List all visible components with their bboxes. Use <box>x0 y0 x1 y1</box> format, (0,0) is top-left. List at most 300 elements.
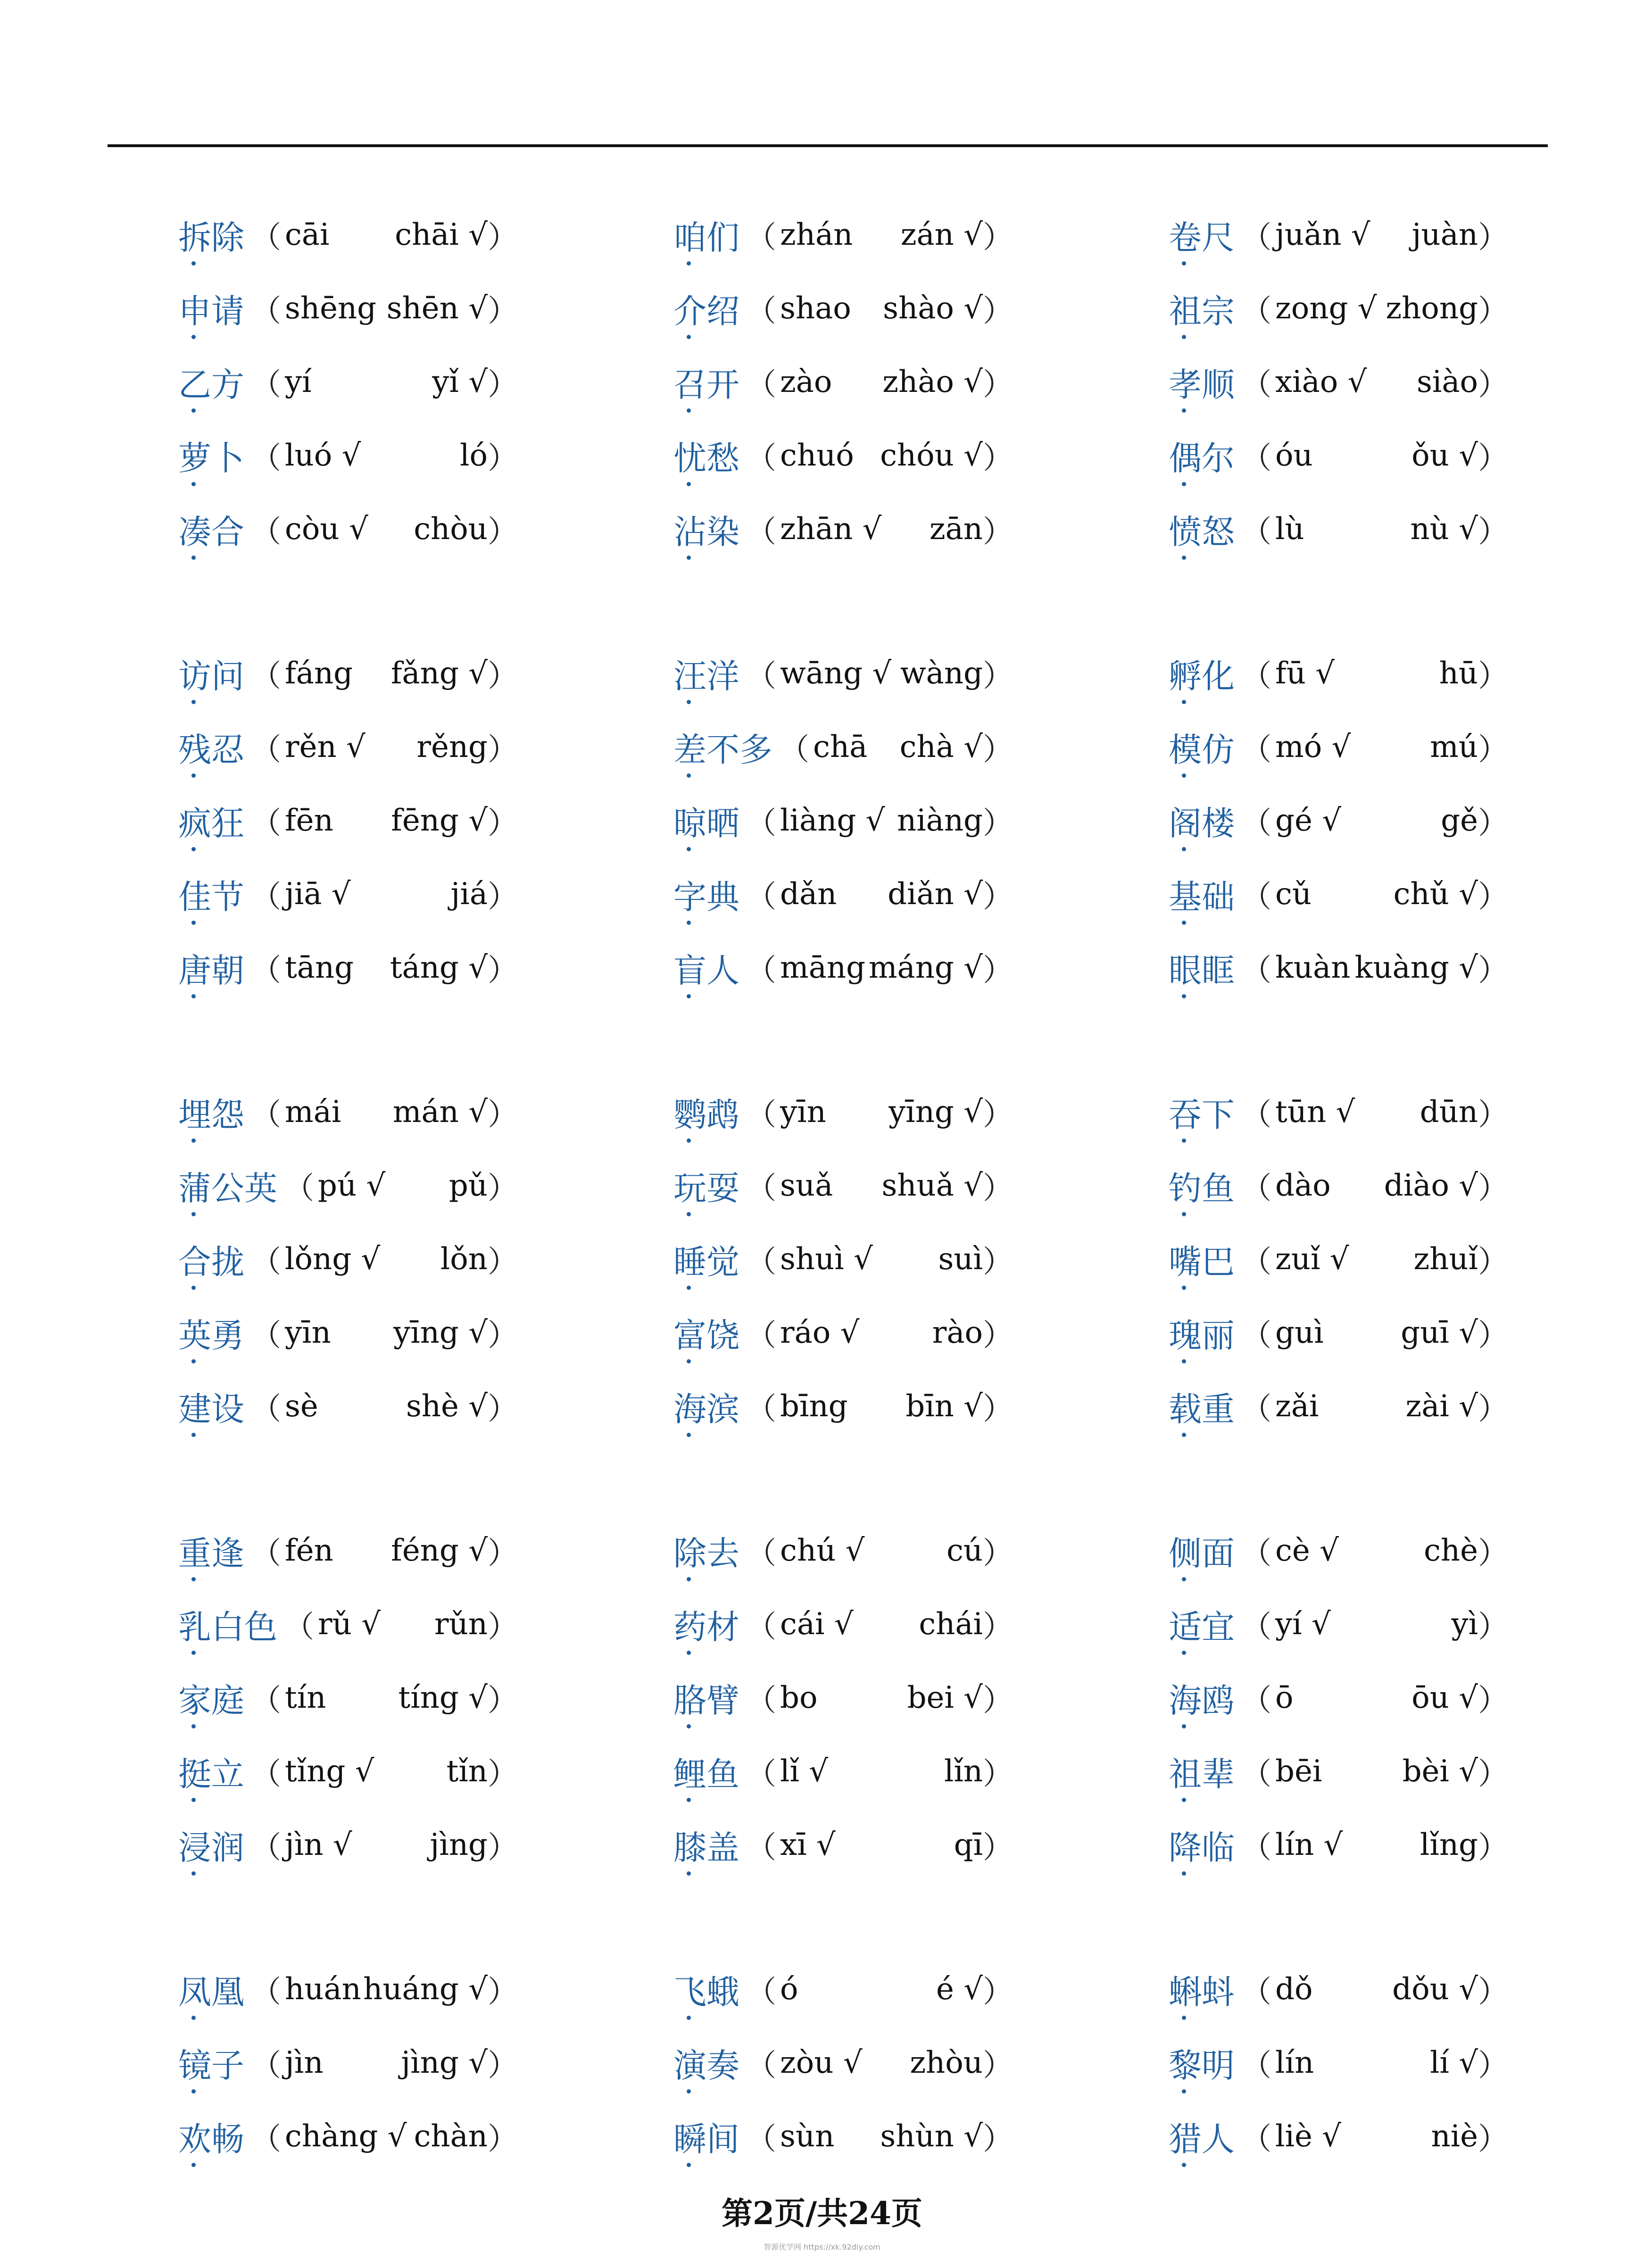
open-paren: （ <box>1241 2122 1271 2157</box>
open-paren: （ <box>251 880 281 914</box>
open-paren: （ <box>251 1683 281 1718</box>
entry-row <box>673 345 1013 419</box>
open-paren: （ <box>251 294 281 329</box>
entry-word: 镜子 <box>178 2039 244 2087</box>
entry-column <box>178 1075 518 1443</box>
pinyin-option-1: zong √ <box>1275 291 1377 326</box>
pinyin-option-1: tín <box>285 1680 326 1715</box>
pinyin-option-1: bēi <box>1275 1754 1322 1789</box>
close-paren: ） <box>488 1757 518 1792</box>
pinyin-option-1: zào <box>780 365 832 399</box>
pinyin-option-2: yì <box>1451 1607 1478 1642</box>
emphasis-dot <box>687 1212 691 1216</box>
close-paren: ） <box>1478 294 1508 329</box>
pinyin-option-2: fēng √ <box>391 803 488 838</box>
pinyin-option-1: dào <box>1275 1168 1331 1203</box>
open-paren: （ <box>1241 220 1271 255</box>
entry-group <box>178 1952 1508 2173</box>
entry-row <box>1169 419 1508 492</box>
entry-row <box>1169 1952 1508 2026</box>
open-paren: （ <box>1241 1536 1271 1571</box>
open-paren: （ <box>1241 515 1271 549</box>
entry-row <box>1169 492 1508 566</box>
pinyin-option-1: bo <box>780 1680 818 1715</box>
emphasis-dot <box>1182 1651 1186 1655</box>
close-paren: ） <box>983 1392 1013 1427</box>
pinyin-option-1: lǐ √ <box>780 1754 829 1789</box>
entry-word: 猎人 <box>1169 2113 1235 2160</box>
open-paren: （ <box>251 806 281 841</box>
pinyin-option-1: huán <box>285 1972 361 2007</box>
entry-word: 唐朝 <box>178 944 244 992</box>
close-paren: ） <box>983 1097 1013 1132</box>
pinyin-option-1: cāi <box>285 217 330 252</box>
pinyin-option-1: cái √ <box>780 1607 854 1642</box>
pinyin-option-1: xī √ <box>780 1828 836 1862</box>
pinyin-option-2: chāi √ <box>395 217 488 252</box>
entry-row <box>1169 1370 1508 1443</box>
entry-word: 祖宗 <box>1169 285 1235 332</box>
pinyin-option-2: zhong <box>1386 291 1478 326</box>
close-paren: ） <box>1478 367 1508 402</box>
pinyin-option-2: juàn <box>1412 217 1478 252</box>
entry-row <box>673 198 1013 272</box>
entry-row <box>673 2026 1013 2100</box>
entry-row <box>178 2100 518 2173</box>
open-paren: （ <box>746 880 776 914</box>
pinyin-option-2: lǐng <box>1420 1828 1478 1862</box>
entry-row <box>673 1587 1013 1661</box>
entry-word: 钓鱼 <box>1169 1162 1235 1210</box>
open-paren: （ <box>746 1318 776 1353</box>
open-paren: （ <box>1241 1757 1271 1792</box>
entry-row <box>178 1149 518 1222</box>
emphasis-dot <box>1182 921 1186 925</box>
pinyin-option-2: lí √ <box>1429 2045 1478 2080</box>
open-paren: （ <box>779 732 809 767</box>
entry-row <box>178 1370 518 1443</box>
pinyin-option-2: féng √ <box>391 1533 488 1568</box>
entry-word: 孝顺 <box>1169 358 1235 406</box>
pinyin-option-2: táng √ <box>390 950 488 985</box>
entry-row <box>178 931 518 1005</box>
open-paren: （ <box>746 1683 776 1718</box>
open-paren: （ <box>251 1245 281 1279</box>
entry-row <box>178 272 518 345</box>
open-paren: （ <box>251 1318 281 1353</box>
pinyin-option-1: mó √ <box>1275 730 1351 764</box>
open-paren: （ <box>746 367 776 402</box>
pinyin-option-1: guì <box>1275 1315 1324 1350</box>
pinyin-option-2: shēn √ <box>386 291 488 326</box>
pinyin-option-1: xiào √ <box>1275 365 1367 399</box>
open-paren: （ <box>1241 1097 1271 1132</box>
pinyin-option-2: yīng √ <box>888 1095 983 1130</box>
open-paren: （ <box>746 2048 776 2083</box>
entry-row <box>673 1370 1013 1443</box>
close-paren: ） <box>983 806 1013 841</box>
close-paren: ） <box>488 1830 518 1865</box>
pinyin-option-1: chú √ <box>780 1533 865 1568</box>
close-paren: ） <box>488 2048 518 2083</box>
open-paren: （ <box>746 1830 776 1865</box>
emphasis-dot <box>1182 1724 1186 1728</box>
entry-row <box>178 2026 518 2100</box>
pinyin-option-2: tǐn <box>446 1754 488 1789</box>
entry-word: 浸润 <box>178 1821 244 1869</box>
pinyin-option-1: dǒ <box>1275 1972 1313 2007</box>
entry-word: 蒲公英 <box>178 1162 277 1210</box>
open-paren: （ <box>746 294 776 329</box>
entry-word: 吞下 <box>1169 1088 1235 1136</box>
pinyin-option-2: chè <box>1424 1533 1478 1568</box>
emphasis-dot <box>191 1359 196 1363</box>
open-paren: （ <box>251 220 281 255</box>
open-paren: （ <box>1241 1610 1271 1645</box>
emphasis-dot <box>687 1138 691 1143</box>
open-paren: （ <box>1241 880 1271 914</box>
pinyin-option-1: ráo √ <box>780 1315 860 1350</box>
pinyin-option-2: cú <box>946 1533 983 1568</box>
entry-word: 模仿 <box>1169 723 1235 771</box>
entry-row <box>1169 272 1508 345</box>
open-paren: （ <box>1241 294 1271 329</box>
entry-row <box>673 1952 1013 2026</box>
emphasis-dot <box>191 2163 196 2167</box>
entry-word: 演奏 <box>673 2039 739 2087</box>
open-paren: （ <box>1241 2048 1271 2083</box>
close-paren: ） <box>1478 1245 1508 1279</box>
entry-column <box>1169 637 1508 1005</box>
entry-word: 合拢 <box>178 1236 244 1283</box>
watermark: 智源优学网 https://xk.92diy.com <box>764 2243 880 2251</box>
close-paren: ） <box>488 806 518 841</box>
open-paren: （ <box>746 1757 776 1792</box>
entry-word: 卷尺 <box>1169 211 1235 259</box>
entry-row <box>178 1222 518 1296</box>
emphasis-dot <box>191 2016 196 2020</box>
close-paren: ） <box>983 1830 1013 1865</box>
close-paren: ） <box>983 732 1013 767</box>
entry-row <box>1169 2100 1508 2173</box>
pinyin-option-2: shùn √ <box>880 2119 983 2154</box>
close-paren: ） <box>983 1318 1013 1353</box>
open-paren: （ <box>746 2122 776 2157</box>
entry-group <box>178 1514 1508 1882</box>
entry-word: 药材 <box>673 1601 739 1648</box>
entry-row <box>673 1808 1013 1882</box>
close-paren: ） <box>488 1536 518 1571</box>
entry-word: 欢畅 <box>178 2113 244 2160</box>
entry-word: 鲤鱼 <box>673 1748 739 1795</box>
entry-row <box>673 710 1013 784</box>
emphasis-dot <box>191 2089 196 2094</box>
entry-row <box>1169 1149 1508 1222</box>
close-paren: ） <box>1478 806 1508 841</box>
pinyin-option-1: chàng √ <box>285 2119 407 2154</box>
pinyin-option-1: shao <box>780 291 851 326</box>
emphasis-dot <box>687 2016 691 2020</box>
close-paren: ） <box>1478 880 1508 914</box>
pinyin-option-1: chuó <box>780 438 854 473</box>
entry-column <box>673 1075 1013 1443</box>
emphasis-dot <box>687 261 691 266</box>
close-paren: ） <box>1478 1830 1508 1865</box>
pinyin-option-2: kuàng √ <box>1354 950 1478 985</box>
emphasis-dot <box>1182 2163 1186 2167</box>
pinyin-option-2: niàng <box>897 803 983 838</box>
pinyin-option-1: fū √ <box>1275 656 1335 691</box>
emphasis-dot <box>1182 1212 1186 1216</box>
entry-word: 咱们 <box>673 211 739 259</box>
entry-word: 介绍 <box>673 285 739 332</box>
emphasis-dot <box>687 1577 691 1581</box>
close-paren: ） <box>1478 953 1508 988</box>
pinyin-option-1: kuàn <box>1275 950 1351 985</box>
pinyin-option-2: chái <box>919 1607 983 1642</box>
pinyin-option-1: tǐng √ <box>285 1754 374 1789</box>
open-paren: （ <box>1241 732 1271 767</box>
close-paren: ） <box>983 1171 1013 1206</box>
pinyin-option-1: liàng √ <box>780 803 885 838</box>
entry-word: 挺立 <box>178 1748 244 1795</box>
entry-word: 膝盖 <box>673 1821 739 1869</box>
entry-row <box>1169 857 1508 931</box>
entry-row <box>1169 1587 1508 1661</box>
pinyin-option-1: tāng <box>285 950 354 985</box>
emphasis-dot <box>191 261 196 266</box>
close-paren: ） <box>488 880 518 914</box>
emphasis-dot <box>1182 1286 1186 1290</box>
emphasis-dot <box>1182 261 1186 266</box>
pinyin-option-1: zuǐ √ <box>1275 1242 1349 1277</box>
pinyin-option-2: gě <box>1441 803 1478 838</box>
emphasis-dot <box>687 1871 691 1876</box>
entry-word: 祖辈 <box>1169 1748 1235 1795</box>
pinyin-option-2: chóu √ <box>880 438 983 473</box>
emphasis-dot <box>1182 1138 1186 1143</box>
entry-row <box>178 1514 518 1587</box>
pinyin-option-1: yīn <box>780 1095 826 1130</box>
pinyin-option-1: sùn <box>780 2119 835 2154</box>
close-paren: ） <box>1478 2122 1508 2157</box>
entry-row <box>178 710 518 784</box>
close-paren: ） <box>983 367 1013 402</box>
emphasis-dot <box>687 700 691 704</box>
pinyin-option-1: yí √ <box>1275 1607 1331 1642</box>
entry-word: 疯狂 <box>178 797 244 845</box>
pinyin-option-2: máng √ <box>868 950 983 985</box>
open-paren: （ <box>1241 1830 1271 1865</box>
entry-word: 眼眶 <box>1169 944 1235 992</box>
entry-row <box>673 1075 1013 1149</box>
pinyin-option-2: rǔn <box>434 1607 488 1642</box>
open-paren: （ <box>746 515 776 549</box>
entry-word: 凤凰 <box>178 1966 244 2013</box>
entry-row <box>178 419 518 492</box>
emphasis-dot <box>687 2089 691 2094</box>
emphasis-dot <box>191 921 196 925</box>
open-paren: （ <box>251 1975 281 2010</box>
entry-column <box>673 198 1013 566</box>
close-paren: ） <box>488 1683 518 1718</box>
open-paren: （ <box>284 1171 314 1206</box>
open-paren: （ <box>251 1097 281 1132</box>
emphasis-dot <box>687 1798 691 1802</box>
entry-row <box>673 1149 1013 1222</box>
entry-word: 乙方 <box>178 358 244 406</box>
pinyin-option-1: óu <box>1275 438 1313 473</box>
entry-group <box>178 1075 1508 1443</box>
entry-row <box>178 1808 518 1882</box>
entry-word: 晾晒 <box>673 797 739 845</box>
close-paren: ） <box>488 2122 518 2157</box>
close-paren: ） <box>983 1610 1013 1645</box>
pinyin-option-2: chàn <box>414 2119 488 2154</box>
open-paren: （ <box>746 1171 776 1206</box>
open-paren: （ <box>251 732 281 767</box>
entry-row <box>178 1661 518 1735</box>
pinyin-option-2: hū <box>1439 656 1478 691</box>
emphasis-dot <box>191 1798 196 1802</box>
pinyin-option-1: zhán <box>780 217 853 252</box>
emphasis-dot <box>191 1871 196 1876</box>
close-paren: ） <box>1478 1683 1508 1718</box>
entry-word: 飞蛾 <box>673 1966 739 2013</box>
entry-word: 玩耍 <box>673 1162 739 1210</box>
pinyin-option-1: suǎ <box>780 1168 833 1203</box>
emphasis-dot <box>191 1138 196 1143</box>
pinyin-option-2: pǔ <box>448 1168 488 1203</box>
pinyin-option-2: fǎng √ <box>390 656 488 691</box>
entry-row <box>1169 198 1508 272</box>
pinyin-option-1: fēn <box>285 803 333 838</box>
entry-word: 申请 <box>178 285 244 332</box>
pinyin-option-1: fén <box>285 1533 333 1568</box>
emphasis-dot <box>191 408 196 413</box>
entry-word: 阁楼 <box>1169 797 1235 845</box>
pinyin-option-2: siào <box>1417 365 1478 399</box>
pinyin-option-1: bīng <box>780 1389 848 1424</box>
emphasis-dot <box>687 1724 691 1728</box>
entry-word: 除去 <box>673 1527 739 1575</box>
entry-row <box>1169 345 1508 419</box>
pinyin-option-2: niè <box>1431 2119 1478 2154</box>
pinyin-option-2: jiá <box>450 877 488 912</box>
pinyin-exercise-grid <box>178 198 1508 2244</box>
entry-group <box>178 637 1508 1005</box>
entry-word: 重逢 <box>178 1527 244 1575</box>
open-paren: （ <box>251 2048 281 2083</box>
entry-row <box>673 784 1013 857</box>
close-paren: ） <box>1478 1392 1508 1427</box>
entry-row <box>1169 1808 1508 1882</box>
pinyin-option-1: lín <box>1275 2045 1314 2080</box>
entry-word: 沾染 <box>673 506 739 553</box>
entry-word: 家庭 <box>178 1674 244 1722</box>
entry-row <box>178 345 518 419</box>
pinyin-option-1: pú √ <box>318 1168 386 1203</box>
pinyin-option-1: zòu √ <box>780 2045 863 2080</box>
close-paren: ） <box>983 2122 1013 2157</box>
entry-row <box>673 1514 1013 1587</box>
entry-row <box>178 857 518 931</box>
pinyin-option-2: huáng √ <box>363 1972 488 2007</box>
open-paren: （ <box>746 659 776 694</box>
entry-word: 载重 <box>1169 1383 1235 1430</box>
pinyin-option-1: yí <box>285 365 312 399</box>
entry-column <box>178 1952 518 2173</box>
pinyin-option-1: chā <box>813 730 868 764</box>
close-paren: ） <box>488 1318 518 1353</box>
entry-row <box>1169 784 1508 857</box>
open-paren: （ <box>1241 659 1271 694</box>
pinyin-option-2: mán √ <box>392 1095 488 1130</box>
close-paren: ） <box>983 1975 1013 2010</box>
pinyin-option-2: zhào √ <box>882 365 983 399</box>
pinyin-option-2: rěng <box>416 730 488 764</box>
pinyin-option-2: rào <box>932 1315 983 1350</box>
close-paren: ） <box>488 1392 518 1427</box>
open-paren: （ <box>251 2122 281 2157</box>
pinyin-option-2: chǔ √ <box>1393 877 1478 912</box>
entry-column <box>673 1952 1013 2173</box>
entry-word: 嘴巴 <box>1169 1236 1235 1283</box>
pinyin-option-2: jìng √ <box>401 2045 488 2080</box>
entry-row <box>1169 2026 1508 2100</box>
pinyin-option-1: wāng √ <box>780 656 892 691</box>
pinyin-option-2: guī √ <box>1401 1315 1478 1350</box>
entry-word: 建设 <box>178 1383 244 1430</box>
pinyin-option-2: lǐn <box>944 1754 983 1789</box>
close-paren: ） <box>1478 441 1508 476</box>
pinyin-option-1: cǔ <box>1275 877 1312 912</box>
close-paren: ） <box>1478 1536 1508 1571</box>
entry-word: 字典 <box>673 871 739 918</box>
entry-word: 盲人 <box>673 944 739 992</box>
entry-row <box>178 637 518 710</box>
close-paren: ） <box>983 2048 1013 2083</box>
pinyin-option-1: jìn <box>285 2045 324 2080</box>
pinyin-option-1: lǒng √ <box>285 1242 381 1277</box>
emphasis-dot <box>191 335 196 339</box>
pinyin-option-2: jìng <box>430 1828 488 1862</box>
emphasis-dot <box>191 1651 196 1655</box>
entry-word: 胳臂 <box>673 1674 739 1722</box>
emphasis-dot <box>191 1577 196 1581</box>
entry-row <box>1169 931 1508 1005</box>
emphasis-dot <box>687 1433 691 1437</box>
close-paren: ） <box>983 1245 1013 1279</box>
entry-row <box>673 1222 1013 1296</box>
close-paren: ） <box>1478 220 1508 255</box>
pinyin-option-1: luó √ <box>285 438 361 473</box>
open-paren: （ <box>746 1975 776 2010</box>
entry-row <box>673 637 1013 710</box>
open-paren: （ <box>746 1536 776 1571</box>
open-paren: （ <box>251 515 281 549</box>
emphasis-dot <box>687 1359 691 1363</box>
pinyin-option-1: còu √ <box>285 512 368 547</box>
entry-row <box>673 1735 1013 1808</box>
entry-row <box>673 1661 1013 1735</box>
pinyin-option-2: ló <box>460 438 488 473</box>
emphasis-dot <box>687 847 691 851</box>
pinyin-option-2: zài √ <box>1405 1389 1478 1424</box>
emphasis-dot <box>191 847 196 851</box>
entry-row <box>673 931 1013 1005</box>
close-paren: ） <box>1478 2048 1508 2083</box>
